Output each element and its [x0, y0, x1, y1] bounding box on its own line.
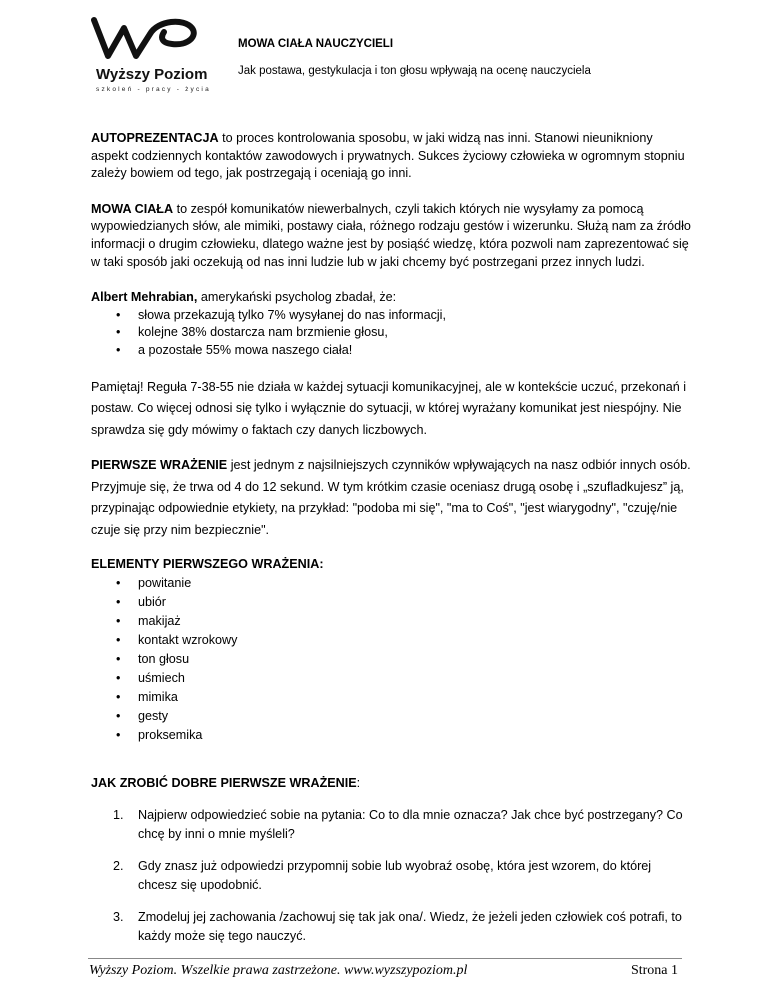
list-item: • mimika [91, 688, 691, 707]
list-item: • uśmiech [91, 669, 691, 688]
list-item: • kolejne 38% dostarcza nam brzmienie głosu, [91, 324, 691, 342]
list-item: • proksemika [91, 726, 691, 745]
list-item: • kontakt wzrokowy [91, 631, 691, 650]
heading-jak-zrobic: JAK ZROBIĆ DOBRE PIERWSZE WRAŻENIE: [91, 775, 361, 790]
footer-copyright: Wyższy Poziom. Wszelkie prawa zastrzeżone. www.wyzszypoziom.pl [89, 963, 468, 978]
paragraph-autoprezentacja: AUTOPREZENTACJA to proces kontrolowania sposobu, w jaki widzą nas inni. Stanowi nieunikniony aspekt codziennych kontaktów zawodowych i prywatnych. Sukces życiowy człowieka w ogromnym stopniu zależy bowiem od tego, jak postrzegają i oceniają go inni. [91, 131, 685, 181]
logo-name: Wyższy Poziom [96, 66, 208, 83]
list-item: • ubiór [91, 593, 691, 612]
mehrabian-list [91, 307, 691, 360]
logo-mark-icon [88, 14, 218, 64]
document-subtitle: Jak postawa, gestykulacja i ton głosu wpływają na ocenę nauczyciela [238, 65, 591, 77]
list-item: • a pozostałe 55% mowa naszego ciała! [91, 342, 691, 360]
term-mowa-ciala: MOWA CIAŁA [91, 201, 174, 216]
document-body [91, 130, 691, 959]
list-item: • makijaż [91, 612, 691, 631]
paragraph-mowa-ciala: MOWA CIAŁA to zespół komunikatów niewerbalnych, czyli takich których nie wysyłamy za pomocą wypowiedzianych słów, ale mimiki, postawy ciała, różnego rodzaju gestów i wizerunku. Służą nam za źródło informacji o drugim człowieku, dlatego ważne jest by posiąść wiedzę, która pozwoli nam zaprezentować się w taki sposób jaki oczekują od nas inni ludzie lub w jaki chcemy być postrzegani przez innych ludzi. [91, 201, 691, 269]
elementy-list [91, 574, 691, 745]
term-autoprezentacja: AUTOPREZENTACJA [91, 131, 219, 145]
term-pierwsze-wrazenie: PIERWSZE WRAŻENIE [91, 458, 228, 473]
list-item: 1. Najpierw odpowiedzieć sobie na pytania: Co to dla mnie oznacza? Jak chce być postrzegany? Co chcę by inni o mnie myśleli? [113, 808, 683, 842]
page-number: Strona 1 [630, 963, 678, 978]
company-logo [84, 14, 224, 96]
list-item: • powitanie [91, 574, 691, 593]
logo-tagline: szkoleń - pracy - życia [96, 86, 211, 93]
paragraph-pamietaj: Pamiętaj! Reguła 7-38-55 nie działa w każdej sytuacji komunikacyjnej, ale w kontekście uczuć, przekonań i postaw. Co więcej odnosi się tylko i wyłącznie do sytuacji, w której wyrażany komunikat jest niespójny. Nie sprawdza się gdy mówimy o faktach czy danych liczbowych. [91, 379, 687, 437]
term-mehrabian: Albert Mehrabian, [91, 290, 198, 305]
document-title: MOWA CIAŁA NAUCZYCIELI [238, 38, 394, 50]
list-item: • słowa przekazują tylko 7% wysyłanej do nas informacji, [91, 307, 691, 325]
list-item: • ton głosu [91, 650, 691, 669]
list-item: 3. Zmodeluj jej zachowania /zachowuj się tak jak ona/. Wiedz, że jeżeli jeden człowiek coś potrafi, to każdy może się tego nauczyć. [113, 910, 682, 944]
list-item: 2. Gdy znasz już odpowiedzi przypomnij sobie lub wyobraź osobę, która jest wzorem, do której chcesz się upodobnić. [113, 859, 652, 893]
list-item: • gesty [91, 707, 691, 726]
footer-divider [88, 958, 682, 959]
paragraph-pierwsze-wrazenie: PIERWSZE WRAŻENIE jest jednym z najsilniejszych czynników wpływających na nasz odbiór innych osób. Przyjmuje się, że trwa od 4 do 12 sekund. W tym krótkim czasie oceniasz drugą osobę i „szufladkujesz” ją, przypinając odpowiednie etykiety, na przykład: "podoba mi się", "ma to Coś", "jest wiarygodny", "czuję/nie czuje się przy nim bezpiecznie". [91, 458, 691, 537]
jak-zrobic-list [91, 806, 691, 946]
paragraph-mehrabian: Albert Mehrabian, amerykański psycholog zbadał, że: [91, 290, 397, 305]
heading-elementy: ELEMENTY PIERWSZEGO WRAŻENIA: [91, 557, 324, 572]
